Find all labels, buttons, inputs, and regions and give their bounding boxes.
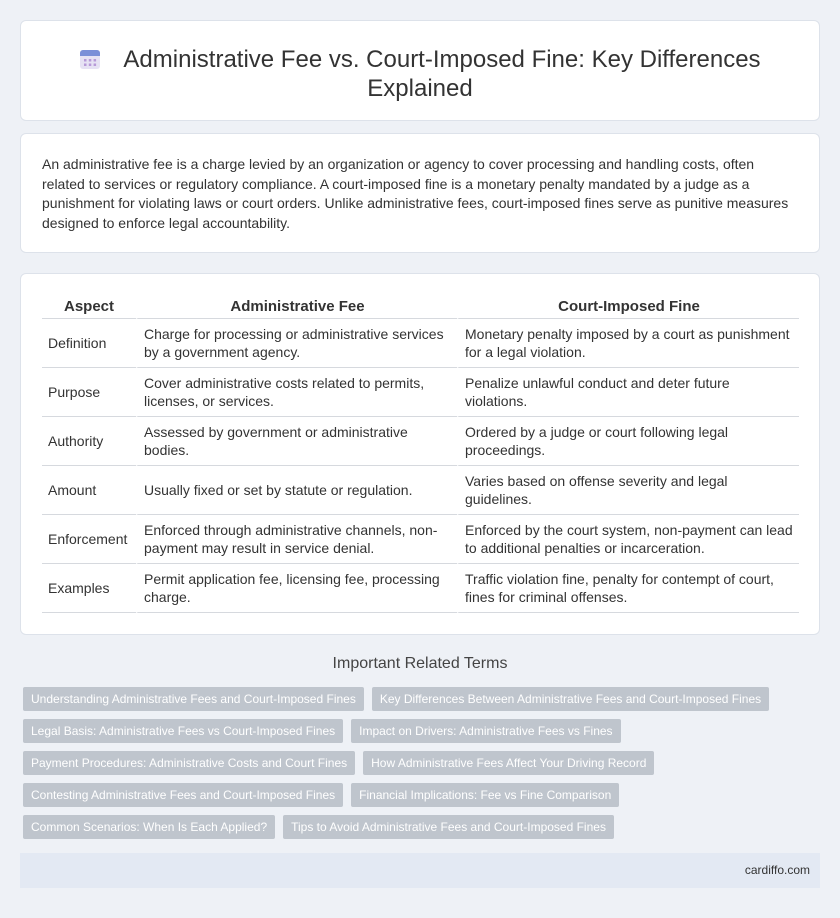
related-term-tag[interactable]: Legal Basis: Administrative Fees vs Court-Imposed Fines bbox=[23, 719, 343, 743]
header-aspect: Aspect bbox=[42, 296, 136, 319]
row-admin-fee: Assessed by government or administrative bodies. bbox=[136, 417, 457, 466]
title-card bbox=[20, 20, 820, 121]
header-court-imposed-fine: Court-Imposed Fine bbox=[457, 296, 799, 319]
row-aspect: Enforcement bbox=[42, 515, 136, 564]
row-court-fine: Varies based on offense severity and legal guidelines. bbox=[457, 466, 799, 515]
header-administrative-fee: Administrative Fee bbox=[136, 296, 457, 319]
row-admin-fee: Cover administrative costs related to permits, licenses, or services. bbox=[136, 368, 457, 417]
related-term-tag[interactable]: Common Scenarios: When Is Each Applied? bbox=[23, 815, 275, 839]
row-court-fine: Traffic violation fine, penalty for contempt of court, fines for criminal offenses. bbox=[457, 564, 799, 613]
intro-paragraph: An administrative fee is a charge levied by an organization or agency to cover processing and handling costs, often related to services or regulatory compliance. A court-imposed fine is a monetary penalty mandated by a judge as a punishment for violating laws or court orders. Unlike administrative fees, court-imposed fines serve as punitive measures designed to enforce legal accountability. bbox=[42, 156, 789, 231]
title-line-1: Administrative Fee vs. Court-Imposed Fine: Key Differences bbox=[123, 46, 761, 73]
tag-row bbox=[23, 751, 662, 775]
intro-card bbox=[20, 133, 820, 253]
row-aspect: Authority bbox=[42, 417, 136, 466]
tag-row bbox=[23, 815, 622, 839]
table-row bbox=[42, 417, 799, 466]
row-aspect: Purpose bbox=[42, 368, 136, 417]
related-term-tag[interactable]: Understanding Administrative Fees and Court-Imposed Fines bbox=[23, 687, 364, 711]
table-row bbox=[42, 466, 799, 515]
tag-row bbox=[23, 783, 627, 807]
row-court-fine: Penalize unlawful conduct and deter future violations. bbox=[457, 368, 799, 417]
row-admin-fee: Permit application fee, licensing fee, processing charge. bbox=[136, 564, 457, 613]
row-court-fine: Monetary penalty imposed by a court as punishment for a legal violation. bbox=[457, 319, 799, 368]
row-admin-fee: Charge for processing or administrative services by a government agency. bbox=[136, 319, 457, 368]
related-term-tag[interactable]: Key Differences Between Administrative Fees and Court-Imposed Fines bbox=[372, 687, 769, 711]
row-aspect: Examples bbox=[42, 564, 136, 613]
row-admin-fee: Usually fixed or set by statute or regulation. bbox=[136, 466, 457, 515]
related-term-tag[interactable]: How Administrative Fees Affect Your Driving Record bbox=[363, 751, 654, 775]
row-court-fine: Enforced by the court system, non-payment can lead to additional penalties or incarceration. bbox=[457, 515, 799, 564]
related-term-tag[interactable]: Payment Procedures: Administrative Costs and Court Fines bbox=[23, 751, 355, 775]
calendar-icon bbox=[79, 48, 101, 70]
related-term-tag[interactable]: Impact on Drivers: Administrative Fees vs Fines bbox=[351, 719, 620, 743]
comparison-table bbox=[42, 296, 799, 613]
table-row bbox=[42, 515, 799, 564]
row-court-fine: Ordered by a judge or court following legal proceedings. bbox=[457, 417, 799, 466]
related-term-tag[interactable]: Tips to Avoid Administrative Fees and Court-Imposed Fines bbox=[283, 815, 614, 839]
table-row bbox=[42, 368, 799, 417]
footer-site-link[interactable]: cardiffo.com bbox=[744, 863, 810, 877]
footer bbox=[20, 853, 820, 888]
related-term-tag[interactable]: Contesting Administrative Fees and Court-Imposed Fines bbox=[23, 783, 343, 807]
table-row bbox=[42, 564, 799, 613]
table-row bbox=[42, 319, 799, 368]
related-term-tag[interactable]: Financial Implications: Fee vs Fine Comparison bbox=[351, 783, 619, 807]
related-terms-heading: Important Related Terms bbox=[332, 655, 508, 672]
title-line-2: Explained bbox=[367, 75, 473, 102]
row-admin-fee: Enforced through administrative channels, non-payment may result in service denial. bbox=[136, 515, 457, 564]
tag-row bbox=[23, 719, 629, 743]
comparison-card bbox=[20, 273, 820, 635]
row-aspect: Definition bbox=[42, 319, 136, 368]
row-aspect: Amount bbox=[42, 466, 136, 515]
tag-row bbox=[23, 687, 777, 711]
page-title bbox=[21, 45, 819, 103]
table-header-row bbox=[42, 296, 799, 319]
